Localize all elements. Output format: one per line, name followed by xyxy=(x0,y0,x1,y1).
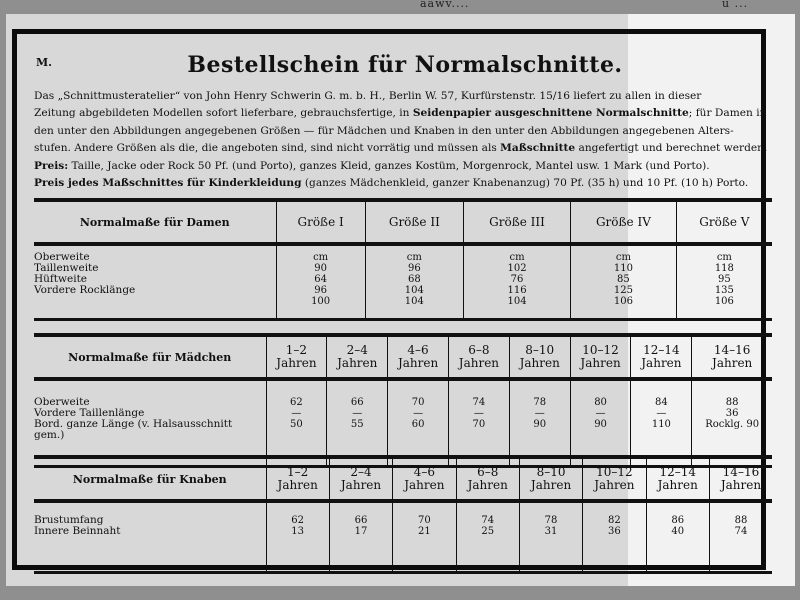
value: 100 xyxy=(311,296,331,307)
value: 90 xyxy=(594,419,607,430)
value: 90 xyxy=(533,419,547,430)
value: 88 xyxy=(725,397,739,408)
value: — xyxy=(656,408,667,419)
value: — xyxy=(291,408,302,419)
table-header-row xyxy=(34,335,772,379)
value: 110 xyxy=(613,263,633,274)
form-mark: M. xyxy=(36,56,53,69)
value-cell xyxy=(646,501,709,573)
row-label: Oberweite xyxy=(34,251,90,263)
value-cell xyxy=(692,379,772,467)
column-header xyxy=(327,335,388,379)
value: 110 xyxy=(651,419,671,430)
column-header xyxy=(570,335,631,379)
column-header xyxy=(329,457,392,501)
age-unit: Jahren xyxy=(641,356,682,370)
age-unit: Jahren xyxy=(720,478,762,492)
top-stamp-right: u ... xyxy=(722,0,749,10)
column-header xyxy=(631,335,692,379)
table-row xyxy=(34,244,772,320)
value-cell xyxy=(463,244,570,320)
intro-line: Taille, Jacke oder Rock 50 Pf. (und Porto), ganzes Kleid, ganzes Kostüm, Morgenrock, Mantel usw. 1 Mark (und Porto). xyxy=(68,159,710,172)
column-header xyxy=(692,335,772,379)
value: 64 xyxy=(314,274,327,285)
value: 84 xyxy=(655,397,668,408)
age-unit: Jahren xyxy=(657,478,698,492)
value: 85 xyxy=(617,274,630,285)
row-label: Innere Beinnaht xyxy=(34,525,121,537)
value: 76 xyxy=(510,274,524,285)
value: 74 xyxy=(734,526,748,537)
value-cell xyxy=(327,379,388,467)
intro-emphasis: Preis: xyxy=(34,159,69,172)
value: 50 xyxy=(290,419,303,430)
row-label: Vordere Taillenlänge xyxy=(34,407,145,419)
table-header-row xyxy=(34,200,772,244)
column-header xyxy=(393,457,456,501)
value: — xyxy=(473,408,484,419)
table-knaben xyxy=(34,455,772,574)
row-label: Hüftweite xyxy=(34,273,88,285)
age-unit: Jahren xyxy=(594,478,635,492)
value: 95 xyxy=(718,274,731,285)
age-unit: Jahren xyxy=(397,356,439,370)
value-cell xyxy=(393,501,456,573)
value: 66 xyxy=(354,515,368,526)
age-range: 2–4 xyxy=(346,343,368,357)
table-header-row xyxy=(34,457,772,501)
intro-line: angefertigt und berechnet werden. xyxy=(575,142,768,155)
table-maedchen xyxy=(34,333,772,468)
intro-emphasis: Preis jedes Maßschnittes für Kinderkleidung xyxy=(34,177,302,190)
value-cell xyxy=(388,379,449,467)
age-unit: Jahren xyxy=(530,478,572,492)
form-title: Bestellschein für Normalschnitte. xyxy=(187,52,623,78)
value-cell xyxy=(266,379,327,467)
value: 86 xyxy=(671,515,685,526)
age-unit: Jahren xyxy=(458,356,500,370)
column-header: Größe III xyxy=(463,200,570,244)
value: 70 xyxy=(411,397,425,408)
value: 36 xyxy=(608,526,621,537)
row-labels xyxy=(34,379,266,467)
value: 104 xyxy=(404,285,424,296)
table-title-damen: Normalmaße für Damen xyxy=(34,200,276,244)
row-labels xyxy=(34,244,276,320)
table-damen xyxy=(34,198,772,321)
column-header xyxy=(456,457,519,501)
value: 90 xyxy=(314,263,327,274)
column-header xyxy=(519,457,582,501)
intro-emphasis: Seidenpapier ausgeschnittene Normalschnitte xyxy=(412,107,689,120)
value-cell xyxy=(509,379,570,467)
column-header xyxy=(448,335,509,379)
value: — xyxy=(534,408,545,419)
value: 62 xyxy=(291,515,305,526)
value: 102 xyxy=(507,263,527,274)
unit-label: cm xyxy=(313,252,329,263)
value: Rocklg. 90 xyxy=(705,419,760,430)
table-row xyxy=(34,379,772,467)
value-cell xyxy=(448,379,509,467)
column-header: Größe IV xyxy=(571,200,677,244)
age-range: 10–12 xyxy=(596,465,633,479)
value: 104 xyxy=(404,296,424,307)
value: 78 xyxy=(533,397,547,408)
age-unit: Jahren xyxy=(337,356,378,370)
value: 70 xyxy=(417,515,431,526)
value-cell xyxy=(519,501,582,573)
age-unit: Jahren xyxy=(276,356,317,370)
value-cell xyxy=(571,244,677,320)
age-range: 4–6 xyxy=(407,343,429,357)
intro-text xyxy=(34,88,769,192)
value: 106 xyxy=(714,296,734,307)
intro-line: (ganzes Mädchenkleid, ganzer Knabenanzug) 70 Pf. (35 h) und 10 Pf. (10 h) Porto. xyxy=(301,177,749,190)
value: 74 xyxy=(481,515,495,526)
age-range: 14–16 xyxy=(713,343,751,357)
column-header xyxy=(388,335,449,379)
value: 80 xyxy=(594,397,607,408)
age-range: 8–10 xyxy=(525,343,555,357)
unit-label: cm xyxy=(615,252,631,263)
value: 135 xyxy=(714,285,734,296)
intro-line: ; für Damen in xyxy=(688,107,767,120)
value-cell xyxy=(631,379,692,467)
value: 21 xyxy=(417,526,431,537)
value: 96 xyxy=(407,263,421,274)
value: — xyxy=(595,408,606,419)
value: 96 xyxy=(314,285,327,296)
value-cell xyxy=(365,244,463,320)
row-label: Bord. ganze Länge (v. Halsausschnitt gem.) xyxy=(34,418,233,441)
value: 31 xyxy=(544,526,558,537)
column-header xyxy=(709,457,772,501)
row-label: Brustumfang xyxy=(34,514,104,526)
value: 40 xyxy=(671,526,685,537)
column-header: Größe I xyxy=(276,200,365,244)
age-range: 14–16 xyxy=(722,465,760,479)
age-range: 6–8 xyxy=(477,465,499,479)
age-range: 1–2 xyxy=(285,343,308,357)
intro-line: Zeitung abgebildeten Modellen sofort lieferbare, gebrauchsfertige, in xyxy=(34,107,413,120)
column-header: Größe V xyxy=(676,200,772,244)
intro-line: stufen. Andere Größen als die, die angeboten sind, sind nicht vorrätig und müssen als xyxy=(34,142,501,155)
column-header xyxy=(266,457,329,501)
unit-label: cm xyxy=(716,252,732,263)
unit-label: cm xyxy=(406,252,422,263)
age-unit: Jahren xyxy=(404,478,445,492)
intro-line: den unter den Abbildungen angegebenen Größen — für Mädchen und Knaben in den unter den Abbildungen angegebenen Alters- xyxy=(34,124,734,137)
row-labels xyxy=(34,501,266,573)
table-row xyxy=(34,501,772,573)
value: — xyxy=(413,408,424,419)
column-header xyxy=(646,457,709,501)
age-range: 4–6 xyxy=(413,465,435,479)
value: 60 xyxy=(411,419,425,430)
top-stamp-left: aawv.... xyxy=(420,0,470,10)
age-unit: Jahren xyxy=(580,356,621,370)
value: 70 xyxy=(472,419,486,430)
table-title-maedchen: Normalmaße für Mädchen xyxy=(34,335,266,379)
value: 36 xyxy=(725,408,739,419)
value-cell xyxy=(266,501,329,573)
value-cell xyxy=(676,244,772,320)
value: 13 xyxy=(291,526,305,537)
age-unit: Jahren xyxy=(277,478,318,492)
value: 25 xyxy=(481,526,495,537)
age-unit: Jahren xyxy=(340,478,382,492)
row-label: Oberweite xyxy=(34,396,90,408)
column-header xyxy=(509,335,570,379)
age-unit: Jahren xyxy=(712,356,753,370)
unit-label: cm xyxy=(509,252,525,263)
value-cell xyxy=(276,244,365,320)
column-header: Größe II xyxy=(365,200,463,244)
age-range: 6–8 xyxy=(468,343,490,357)
column-header xyxy=(266,335,327,379)
value: 68 xyxy=(407,274,421,285)
value-cell xyxy=(583,501,646,573)
value-cell xyxy=(329,501,392,573)
value: — xyxy=(352,408,363,419)
value-cell xyxy=(456,501,519,573)
value: 55 xyxy=(350,419,364,430)
table-title-knaben: Normalmaße für Knaben xyxy=(34,457,266,501)
age-range: 10–12 xyxy=(582,343,619,357)
value-cell xyxy=(709,501,772,573)
value: 88 xyxy=(734,515,748,526)
value-cell xyxy=(570,379,631,467)
age-unit: Jahren xyxy=(467,478,508,492)
age-range: 1–2 xyxy=(287,465,309,479)
value: 82 xyxy=(608,515,621,526)
age-range: 12–14 xyxy=(659,465,696,479)
value: 118 xyxy=(714,263,734,274)
age-unit: Jahren xyxy=(519,356,560,370)
value: 104 xyxy=(507,296,527,307)
intro-line: Das „Schnittmusteratelier“ von John Henry Schwerin G. m. b. H., Berlin W. 57, Kurfürstenstr. 15/16 liefert zu allen in dieser xyxy=(34,90,702,102)
value: 66 xyxy=(350,397,364,408)
age-range: 2–4 xyxy=(350,465,372,479)
age-range: 8–10 xyxy=(536,465,566,479)
column-header xyxy=(583,457,646,501)
age-range: 12–14 xyxy=(643,343,680,357)
value: 74 xyxy=(472,397,486,408)
value: 116 xyxy=(507,285,527,296)
value: 62 xyxy=(290,397,303,408)
row-label: Taillenweite xyxy=(34,262,99,274)
value: 106 xyxy=(613,296,633,307)
value: 125 xyxy=(613,285,633,296)
value: 78 xyxy=(544,515,558,526)
intro-emphasis: Maßschnitte xyxy=(500,142,576,155)
value: 17 xyxy=(354,526,368,537)
row-label: Vordere Rocklänge xyxy=(34,284,136,296)
